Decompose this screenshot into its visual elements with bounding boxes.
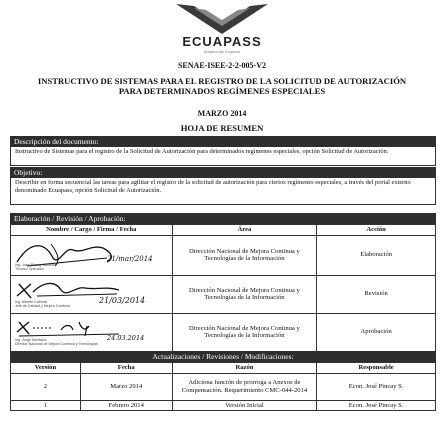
approval-row [11,235,436,275]
col-version-header: Versión [11,363,81,374]
signer-role: Jefe de Calidad y Mejora Continua [15,303,71,308]
approval-action: Revisión [317,275,436,313]
document-code: SENAE-ISEE-2-2-005-V2 [177,61,266,70]
updates-row [11,400,436,411]
updates-heading: Actualizaciones / Revisiones / Modificaciones: [10,351,436,362]
summary-sheet-title: HOJA DE RESUMEN [180,123,264,133]
update-date: Marzo 2014 [80,373,172,400]
signature-date: 24.03.2014 [107,333,145,342]
updates-table [10,362,436,411]
approval-header-row [11,225,436,236]
update-reason: Adiciona función de prorroga a Anexos de Compensación. Requerimiento CMC-044-2014 [172,373,317,400]
document-title [4,76,440,96]
approval-area: Dirección Nacional de Mejora Continua y Tecnologías de la Información [172,275,317,313]
update-responsible: Econ. José Pincay S. [317,400,436,411]
approval-action: Aprobación [317,313,436,351]
logo-tagline: Aduana del Ecuador [203,49,241,54]
signer-role: Director Nacional de Mejora Continua y Tecnologías [15,341,98,346]
description-text: Instructivo de Sistemas para el registro de la Solicitud de Autorización para determinados regímenes especiales, opción Solicitud de Autorización. [10,147,436,166]
signature-date: 21/03/2014 [99,295,146,305]
update-date: Febrero 2014 [80,400,172,411]
document-title-line1: INSTRUCTIVO DE SISTEMAS PARA EL REGISTRO DE LA SOLICITUD DE AUTORIZACIÓN [37,76,407,86]
col-area-header: Área [172,225,317,236]
approval-area: Dirección Nacional de Mejora Continua y Tecnologías de la Información [172,313,317,351]
logo-emblem-icon [174,2,270,36]
description-heading: Descripción del documento: [10,136,436,147]
col-responsible-header: Responsable [317,363,436,374]
approval-area: Dirección Nacional de Mejora Continua y Tecnologías de la Información [172,235,317,275]
signer-role: Técnico Operador [15,266,44,271]
signature-cell [11,313,173,351]
objective-text: Describir en forma secuencial las tareas para agilitar el registro de la solicitud de autorización para ciertos regímenes especiales, a través del portal externo denominado Ecuapass, opción Solicitud de Autorización. [10,178,436,205]
objective-heading: Objetivo: [10,167,436,178]
approval-heading: Elaboración / Revisión / Aprobación: [10,213,436,224]
signature-date: 21/mar/2014 [107,254,153,263]
document-title-line2: PARA DETERMINADOS REGÍMENES ESPECIALES [118,86,326,96]
approval-row [11,313,436,351]
updates-header-row [11,363,436,374]
document-date: MARZO 2014 [197,109,247,118]
signer-name: Ing. Jorge Montalvo [15,337,47,342]
col-action-header: Acción [317,225,436,236]
approval-action: Elaboración [317,235,436,275]
signature-cell [11,235,173,275]
approval-table [10,224,436,352]
logo-name: ECUAPASS [182,34,262,49]
col-reason-header: Razón [172,363,317,374]
signer-name: Ing. Alberto Cabrera [15,299,48,304]
update-responsible: Econ. José Pincay S. [317,373,436,400]
signer-name: Ing. José Pincay Sánchez [15,262,57,267]
signature-cell [11,275,173,313]
col-name-header: Nombre / Cargo / Firma / Fecha [11,225,173,236]
ecuapass-logo [0,0,444,56]
update-version: 2 [11,373,81,400]
update-reason: Versión Inicial [172,400,317,411]
approval-row [11,275,436,313]
col-date-header: Fecha [80,363,172,374]
updates-row [11,373,436,400]
update-version: 1 [11,400,81,411]
